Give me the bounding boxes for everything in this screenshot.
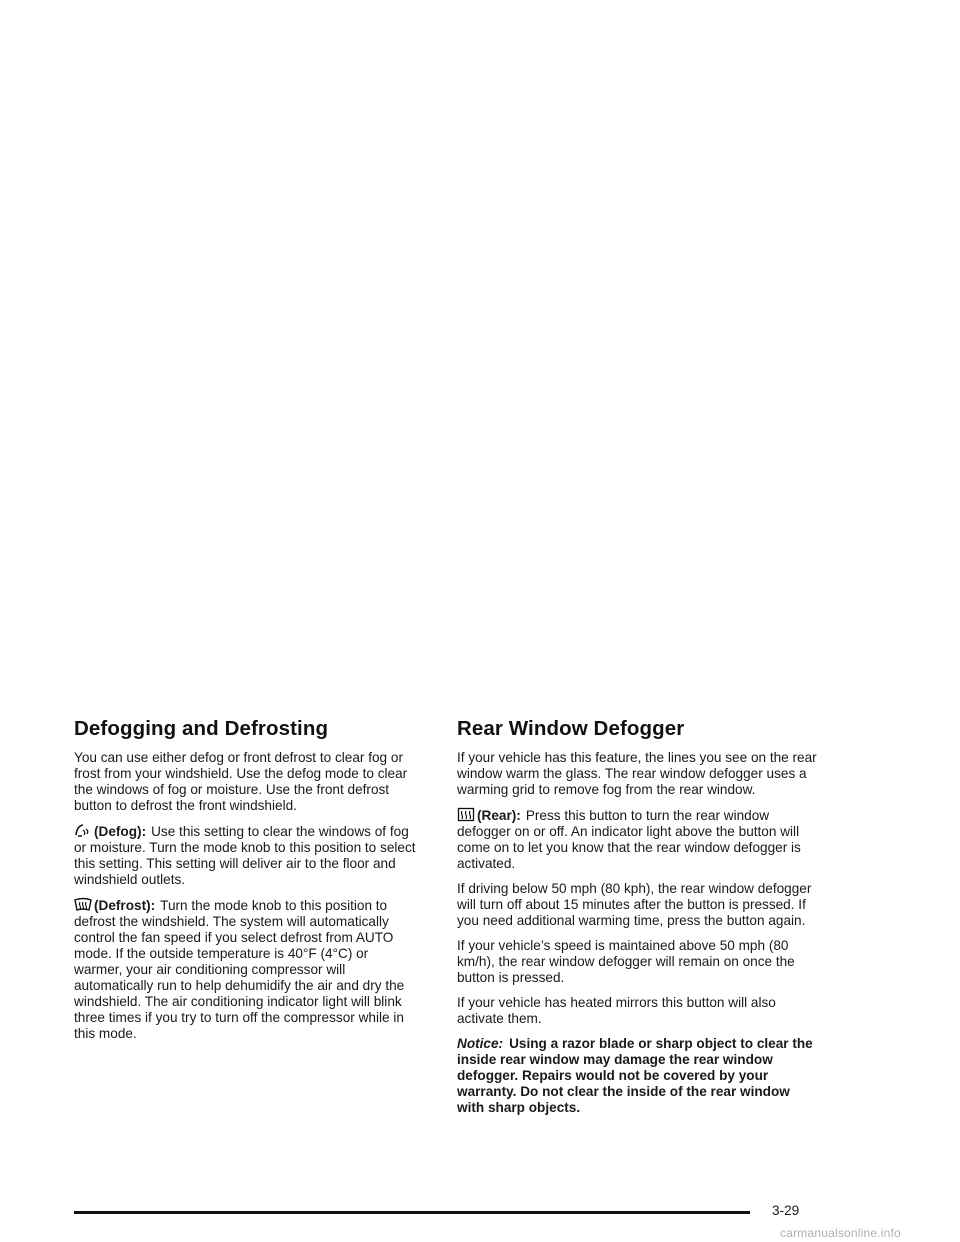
section-heading-rear-defogger: Rear Window Defogger — [457, 717, 685, 740]
speed-above-paragraph: If your vehicle’s speed is maintained above 50 mph (80 km/h), the rear window defogger will remain on once the button is pressed. — [457, 938, 795, 985]
defrost-paragraph — [74, 897, 420, 1042]
footer-rule — [74, 1211, 750, 1214]
defog-paragraph — [74, 823, 420, 888]
defrost-icon — [74, 897, 92, 912]
defrost-text: Turn the mode knob to this position to defrost the windshield. The system will automatically control the fan speed if you select defrost from AUTO mode. If the outside temperature is 40°F (4°C) or warmer, your air conditioning compressor will automatically run to help dehumidify the air and dry the windshield. The air conditioning indicator light will blink three times if you try to turn off the compressor while in this mode. — [74, 898, 405, 1041]
defog-term: (Defog): — [94, 824, 147, 839]
rear-defogger-intro: If your vehicle has this feature, the lines you see on the rear window warm the glass. The rear window defogger uses a warming grid to remove fog from the rear window. — [457, 750, 817, 797]
heated-mirrors-paragraph: If your vehicle has heated mirrors this button will also activate them. — [457, 995, 776, 1026]
rear-text: Press this button to turn the rear window defogger on or off. An indicator light above the button will come on to let you know that the rear window defogger is activated. — [457, 808, 801, 871]
rear-defog-icon — [457, 807, 475, 822]
defogging-intro: You can use either defog or front defrost to clear fog or frost from your windshield. Use the defog mode to clear the windows of fog or moisture. Use the front defrost button to defrost the front windshield. — [74, 750, 408, 813]
right-column — [457, 717, 819, 1125]
left-column — [74, 717, 420, 1051]
rear-term: (Rear): — [477, 808, 521, 823]
speed-below-paragraph: If driving below 50 mph (80 kph), the rear window defogger will turn off about 15 minutes after the button is pressed. If you need additional warming time, press the button again. — [457, 881, 812, 928]
defrost-term: (Defrost): — [94, 898, 156, 913]
watermark: carmanualsonline.info — [780, 1226, 901, 1240]
notice-paragraph — [457, 1036, 819, 1116]
notice-text: Using a razor blade or sharp object to clear the inside rear window may damage the rear window defogger. Repairs would not be covered by your warranty. Do not clear the inside of the rear window with sharp objects. — [457, 1036, 813, 1115]
notice-label: Notice: — [457, 1036, 504, 1051]
section-heading-defogging: Defogging and Defrosting — [74, 717, 329, 740]
defog-text: Use this setting to clear the windows of fog or moisture. Turn the mode knob to this position to select this setting. This setting will deliver air to the floor and windshield outlets. — [74, 824, 416, 887]
defog-icon — [74, 823, 92, 838]
rear-paragraph — [457, 807, 819, 872]
page-number: 3-29 — [772, 1203, 800, 1218]
